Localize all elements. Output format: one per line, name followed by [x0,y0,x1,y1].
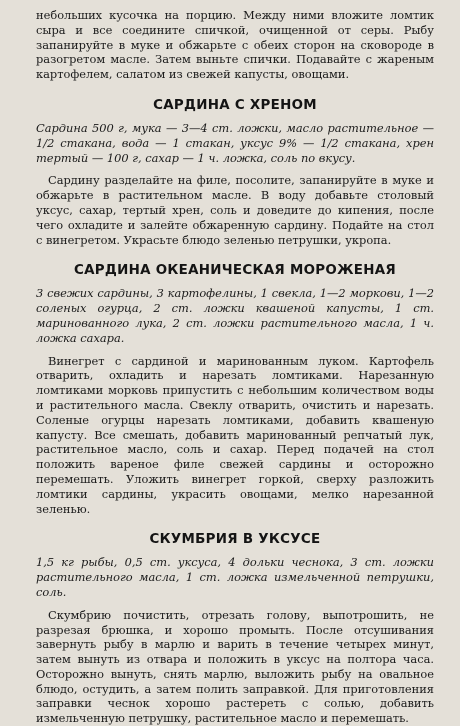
recipe-ingredients: 1,5 кг рыбы, 0,5 ст. уксуса, 4 дольки чеснока, 3 ст. ложки растительного масла, 1 ст. ложка измельченной петрушки, соль. [36,555,434,599]
recipe-ingredients: 3 свежих сардины, 3 картофелины, 1 свекла, 1—2 моркови, 1—2 соленых огурца, 2 ст. ложки квашеной капусты, 1 ст. маринованного лука, 2 ст. ложки растительного масла, 1 ч. ложка сахара. [36,286,434,345]
recipe-title: САРДИНА С ХРЕНОМ [153,97,317,113]
intro-paragraph: небольших кусочка на порцию. Между ними вложите ломтик сыра и все соедините спичкой, очищенной от серы. Рыбу запанируйте в муке и обжарьте с обеих сторон на сковороде в разогретом масле. Затем выньте спички. Подавайте с жареным картофелем, салатом из свежей капусты, овощами. [36,8,434,82]
recipe-title: САРДИНА ОКЕАНИЧЕСКАЯ МОРОЖЕНАЯ [73,263,397,279]
recipe-method: Сардину разделайте на филе, посолите, запанируйте в муке и обжарьте в растительном масле. В воду добавьте столовый уксус, сахар, тертый хрен, соль и доведите до кипения, после чего охладите и залейте обжаренную сардину. Подайте на стол с винегретом. Украсьте блюдо зеленью петрушки, укропа. [36,173,434,247]
recipe-method: Винегрет с сардиной и маринованным луком. Картофель отварить, охладить и нарезать ломтиками. Нарезанную ломтиками морковь припустить с небольшим количеством воды и растительного масла. Свеклу отварить, очистить и нарезать. Соленые огурцы нарезать ломтиками, добавить квашеную капусту. Все смешать, добавить маринованный репчатый лук, растительное масло, соль и сахар. Перед подачей на стол положить вареное филе свежей сардины и осторожно перемешать. Уложить винегрет горкой, сверху разложить ломтики сардины, украсить овощами, мелко нарезанной зеленью. [36,353,434,516]
recipe-sardine-oceanic [36,263,434,516]
recipe-title: СКУМБРИЯ В УКСУСЕ [149,532,321,548]
recipe-sardine-horseradish [36,98,434,247]
recipe-method: Скумбрию почистить, отрезать голову, выпотрошить, не разрезая брюшка, и хорошо промыть. После отсушивания завернуть рыбу в марлю и варить в течение четырех минут, затем вынуть из отвара и положить в уксус на полтора часа. Осторожно вынуть, снять марлю, выложить рыбу на овальное блюдо, остудить, а затем полить заправкой. Для приготовления заправки чеснок хорошо растереть с солью, добавить измельченную петрушку, растительное масло и перемешать. [36,607,434,726]
recipe-mackerel-vinegar [36,532,434,726]
recipe-ingredients: Сардина 500 г, мука — 3—4 ст. ложки, масло растительное — 1/2 стакана, вода — 1 стакан, уксус 9% — 1/2 стакана, хрен тертый — 100 г, сахар — 1 ч. ложка, соль по вкусу. [36,120,434,165]
